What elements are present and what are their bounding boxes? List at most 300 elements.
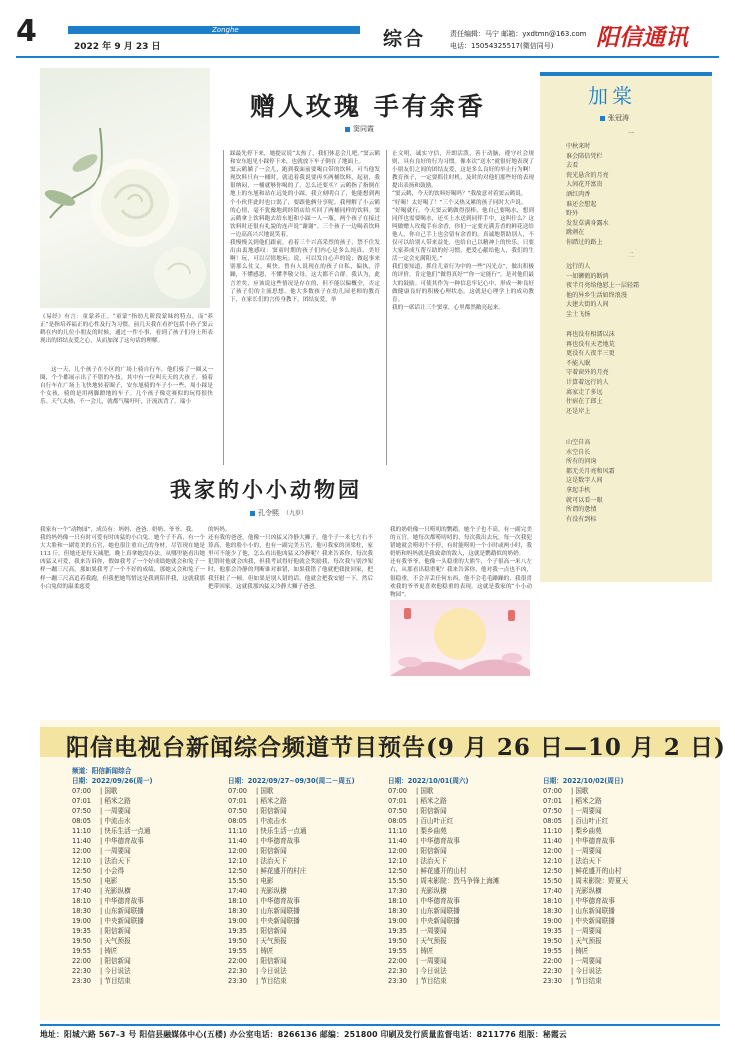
program-name: 国歌 [420,787,434,795]
schedule-date: 日期：2022/10/01(周六) [388,777,469,785]
separator: | [256,977,261,985]
program-time: 11:40 [228,837,248,845]
schedule-row [72,816,222,826]
poem-line: 跳刺在 [566,229,585,237]
program-name: 节目结束 [420,977,447,985]
separator: | [571,957,576,965]
program-time: 23:30 [72,977,92,985]
separator: | [416,897,421,905]
program-time: 18:10 [388,897,408,905]
separator: | [571,937,576,945]
program-name: 中华德育故事 [104,837,144,845]
poem-line: 离家走了多远 [566,388,603,396]
schedule-row [543,956,703,966]
schedule-row [388,816,548,826]
separator: | [100,957,105,965]
separator: | [416,877,421,885]
separator: | [416,927,421,935]
program-name: 光影纵横 [575,887,602,895]
program-name: 一周要闻 [575,807,602,815]
separator: | [100,947,105,955]
issue-date: 2022 年 9 月 23 日 [74,42,161,52]
program-name: 光影纵横 [260,887,287,895]
program-name: 今日说法 [575,967,602,975]
separator: | [571,917,576,925]
poem-line: 你踏过的路上 [566,238,603,246]
separator: | [100,917,105,925]
program-name: 小会得 [104,867,125,875]
separator: | [100,817,105,825]
poem-line: 中秋来时 [566,143,591,150]
editor-line-1: 责任编辑：马宁 邮箱：yxdtmn@163.com [450,30,587,38]
program-name: 节目结束 [104,977,131,985]
program-name: 中央新闻联播 [420,917,460,925]
schedule-row [388,896,548,906]
separator: | [571,797,576,805]
program-time: 07:50 [72,807,92,815]
program-time: 18:30 [388,907,408,915]
poem-line: 酒红肉香 [566,190,591,198]
poem-line: 守着窗外的月亮 [566,369,609,377]
schedule-row [228,786,388,796]
program-time: 19:50 [72,937,92,945]
program-time: 18:10 [543,897,563,905]
program-name: 一周要闻 [104,847,131,855]
poem-line: 住宿在了郎上 [566,398,603,406]
program-time: 22:00 [228,957,248,965]
program-name: 阳信新闻 [104,927,131,935]
program-time: 19:00 [388,917,408,925]
separator: | [256,787,261,795]
separator: | [100,887,105,895]
program-name: 阳信新闻 [420,847,447,855]
program-time: 23:30 [388,977,408,985]
schedule-row [228,936,388,946]
separator: | [100,797,105,805]
schedule-row [228,976,388,986]
schedule-row [228,886,388,896]
separator: | [571,867,576,875]
separator: | [256,807,261,815]
schedule-row [72,976,222,986]
separator: | [100,827,105,835]
program-name: 中流击水 [260,817,287,825]
program-time: 07:00 [543,787,563,795]
separator: | [256,927,261,935]
separator: | [416,787,421,795]
separator: | [571,827,576,835]
article1-col3: 止文明，诚实守信，开朗活泼，善于动脑，遵守社会规则，具有良好的行为习惯。像本次“送水”就很好地表现了小朋友们之间的团结友爱，这是多么良好的举止行为啊！教育孩子，一定要抓住时机，及时的对他们那些好的表现提出表扬和鼓励。 “窦云鹤，今天的饮料好喝吗？”我故意对着窦云鹤说。 “好喝！太好喝了！”三个又热又累的孩子同时大声说。 “好喝就行。今天窦云鹤做得很棒，他自己要喝水，想到同伴也需要喝水，还买上水送到同伴手中，这叫什么？这叫做赠人玫瑰手有余香，你们一定要充满芳香的鲜花送给他人，你自己手上也会留有余香的。真诚地帮助别人，不仅可以给别人带来益处，也给自己以精神上的快乐。只要大家养成互帮互助的好习惯，把爱心献给他人，我们的生活一定会充满阳光。” 我们要知道，抓住儿童行为中的一些“闪光点”，做出积极的评价，肯定他们“做得真好”“你一定能行”，是对他们最大的鼓励。可使其作为一种信息牢记心中，形成一种良好做健康良好的积极心理状态。这就是心理学上的成功教育。 我的一席话让三个窦童，心里都然敞亮起来。 [392,151,534,311]
spacer [543,766,703,776]
program-time: 11:10 [543,827,563,835]
schedule-row [228,906,388,916]
separator: | [571,817,576,825]
separator: | [100,857,105,865]
program-name: 山东新闻联播 [104,907,144,915]
separator: | [416,957,421,965]
program-time: 12:00 [228,847,248,855]
program-name: 光影纵横 [104,887,131,895]
separator: | [571,787,576,795]
separator: | [256,847,261,855]
separator: | [571,927,576,935]
schedule-row [388,916,548,926]
program-time: 19:35 [72,927,92,935]
separator: | [256,967,261,975]
schedule-row [72,786,222,796]
schedule-row [228,876,388,886]
poem-line: 尘土飞扬 [566,310,591,318]
schedule-row [388,906,548,916]
separator: | [256,907,261,915]
program-name: 中华德育故事 [260,897,300,905]
program-name: 阳信新闻 [260,927,287,935]
program-name: 快乐生活一点通 [104,827,151,835]
schedule-row [72,936,222,946]
separator: | [416,937,421,945]
schedule-row [543,806,703,816]
separator: | [100,937,105,945]
header-rule [16,56,719,58]
program-time: 17:40 [228,887,248,895]
program-time: 12:10 [543,857,563,865]
separator: | [256,917,261,925]
separator: | [416,907,421,915]
schedule-row [388,956,548,966]
poem-line: 远行的人 [566,263,591,270]
program-time: 19:50 [228,937,248,945]
separator: | [416,837,421,845]
program-name: 铸匠 [575,947,589,955]
separator: | [416,867,421,875]
program-time: 17:40 [72,887,92,895]
program-time: 07:01 [72,797,92,805]
schedule-row [72,966,222,976]
schedule-row [388,966,548,976]
poem-line: 去看 [566,162,579,170]
program-time: 07:01 [543,797,563,805]
program-name: 光影纵横 [420,887,447,895]
schedule-column-sat [388,766,548,986]
program-time: 18:30 [543,907,563,915]
schedule-row [388,866,548,876]
poem-line: 计算着远行的人 [566,378,609,386]
program-time: 19:35 [543,927,563,935]
separator: | [571,947,576,955]
program-time: 15:50 [72,877,92,885]
separator: | [571,967,576,975]
poem-stanza-1 [566,142,609,248]
schedule-row [543,906,703,916]
separator: | [256,837,261,845]
program-name: 稻米之路 [260,797,287,805]
separator: | [571,887,576,895]
program-name: 中华德育故事 [104,897,144,905]
schedule-row [72,896,222,906]
poem-line: 这是数字人间 [566,477,603,485]
editor-line-2: 电话：15054325517(微信同号) [450,42,554,50]
article1-author: 窦同霞 [353,125,374,133]
poem-line: 不能入眠 [566,359,591,367]
program-time: 07:01 [388,797,408,805]
program-name: 中华德育故事 [575,837,615,845]
schedule-row [228,826,388,836]
col-divider [223,150,224,465]
program-time: 19:35 [228,927,248,935]
schedule-date: 日期：2022/09/26(周一) [72,777,153,785]
program-name: 鲜花盛开的村庄 [260,867,307,875]
separator: | [416,917,421,925]
program-time: 22:00 [388,957,408,965]
separator: | [256,877,261,885]
schedule-row [388,936,548,946]
poem-stanza-2 [566,262,639,320]
program-time: 08:05 [228,817,248,825]
schedule-row [228,966,388,976]
article2-title: 我家的小小动物园 [170,477,362,502]
program-time: 18:10 [72,897,92,905]
program-name: 国歌 [104,787,118,795]
poem-line: 有没有到标 [566,515,597,523]
program-name: 今日说法 [104,967,131,975]
separator: | [416,977,421,985]
program-name: 山东新闻联播 [575,907,615,915]
schedule-column-mon [72,766,222,986]
program-name: 电影 [260,877,274,885]
schedule-row [388,796,548,806]
program-name: 一周要闻 [104,807,131,815]
program-time: 22:30 [543,967,563,975]
program-time: 15:50 [543,877,563,885]
separator: | [416,797,421,805]
program-name: 一周要闻 [420,927,447,935]
separator: | [100,967,105,975]
poem-line: 大建大街的人间 [566,301,609,309]
program-name: 节目结束 [260,977,287,985]
article2-col2: 的妈妈。 还有我的爸爸，他像一只凶猛又冷静大狮子，他个子一米七左右不算高，他的脸小小的，也有一副完美五官，他可我家的顶梁柱，家里可不能少了他，怎么看出他凶猛又冷静呢？我来告诉你，每次我犯错时他就会凶我，但我考试得好他就会奖励我，每次我与别沙架时，他那会冷静的判断谁对谁错，如果我错了他就把我批回家，把我狂批了一顿，但如果是别人错的话，他就会把我安慰一下，然后把带回家。这就我那凶猛又冷静大狮子爸爸。 [208,527,373,590]
article2-col3: 我的奶奶像一只唠叨的鹦鹉。她个子也不高，有一副完美的五官，她每次都唠叨叨的，每次我出去玩，每一次我犯错她就会唠叨个不停，有时能唠叨一个小时或两小时，我奶奶和妈妈就是我致命的敌人，这就是鹦鹉似的奶奶。 还有我爷爷，他像一头稳重的大熊牛，个子很高一米八左右，从那看出稳重呢？我来告诉你，他对我一点也不凶，很稳重，不会弄丢任何东西，他不会毛毛躁躁的，我很喜欢我的爷爷更喜欢他稳重的表现。这就是我家的“小小动物园”。 [390,527,532,598]
poem-line: 就可以看一眼 [566,496,603,504]
program-time: 19:50 [543,937,563,945]
spacer [228,766,388,776]
poem-line: 都无关月亮和风霜 [566,467,615,475]
separator: | [571,807,576,815]
separator: | [571,907,576,915]
program-time: 12:00 [543,847,563,855]
separator: | [416,807,421,815]
program-time: 19:50 [388,937,408,945]
schedule-row [388,926,548,936]
program-time: 15:50 [388,877,408,885]
program-name: 一周要闻 [575,927,602,935]
byline-marker-icon [345,127,350,132]
editor-info [450,28,587,52]
program-time: 19:00 [72,917,92,925]
schedule-row [72,806,222,816]
separator: | [256,887,261,895]
program-time: 19:55 [543,947,563,955]
footer-info: 地址：阳城六路 567–3 号 阳信县融媒体中心(五楼) 办公室电话：8266136 邮编：251800 印刷及发行质量监督电话：8211776 组版：秘霞云 [40,1024,720,1046]
program-name: 阳信新闻 [260,847,287,855]
program-name: 一周要闻 [575,957,602,965]
schedule-row [228,806,388,816]
poem-line: 更没有人夜半三更 [566,350,615,358]
schedule-row [72,876,222,886]
article1-byline [345,124,374,134]
schedule-row [72,886,222,896]
poem-line: 夜半月亮给他慰上一层轻霜 [566,282,640,290]
schedule-row [72,946,222,956]
separator: | [571,977,576,985]
schedule-row [543,976,703,986]
separator: | [416,817,421,825]
program-name: 天气预报 [420,937,447,945]
schedule-row [72,836,222,846]
separator: | [571,857,576,865]
program-name: 中央新闻联播 [104,917,144,925]
byline-marker-icon [250,511,255,516]
program-name: 节目结束 [575,977,602,985]
program-time: 18:30 [72,907,92,915]
program-name: 一周要闻 [575,847,602,855]
article2-grade: （九岁） [283,510,308,517]
schedule-row [72,916,222,926]
program-name: 周末影院：野夏天 [575,877,629,885]
schedule-row [388,976,548,986]
schedule-row [543,896,703,906]
program-name: 中华德育故事 [260,837,300,845]
program-name: 稻米之路 [104,797,131,805]
program-time: 12:10 [388,857,408,865]
program-name: 稻米之路 [575,797,602,805]
schedule-row [543,926,703,936]
poem-line: 谁会陪倍凭栏 [566,152,603,160]
program-name: 天气预报 [104,937,131,945]
separator: | [100,877,105,885]
schedule-date: 日期：2022/10/02(周日) [543,777,624,785]
poem-line: 再也没有天老地荒 [566,340,615,348]
program-time: 22:00 [72,957,92,965]
poem-line: 所有的问询 [566,458,597,466]
separator: | [416,887,421,895]
program-time: 12:10 [228,857,248,865]
program-time: 08:05 [72,817,92,825]
moon-festival-illustration [390,600,530,676]
poem-line: 拿起手机 [566,486,591,494]
program-time: 15:50 [228,877,248,885]
schedule-row [388,886,548,896]
schedule-row [228,946,388,956]
program-time: 19:35 [388,927,408,935]
program-name: 鲜花盛开的山村 [420,867,467,875]
program-name: 快乐生活一点通 [260,827,307,835]
program-name: 阳信新闻 [260,957,287,965]
schedule-row [72,866,222,876]
program-time: 07:50 [388,807,408,815]
program-name: 法治天下 [104,857,131,865]
separator: | [416,827,421,835]
program-time: 12:50 [72,867,92,875]
separator: | [416,947,421,955]
program-name: 天气预报 [575,937,602,945]
program-time: 11:40 [72,837,92,845]
schedule-row [388,836,548,846]
newspaper-logo: 阳信通讯 [596,24,688,51]
schedule-row [543,936,703,946]
schedule-row [543,886,703,896]
program-name: 天气预报 [260,937,287,945]
program-name: 铸匠 [260,947,274,955]
separator: | [100,837,105,845]
program-time: 12:50 [228,867,248,875]
schedule-row [543,966,703,976]
schedule-row [72,856,222,866]
tv-schedule-title: 阳信电视台新闻综合频道节目预告(9 月 26 日—10 月 2 日) [66,734,726,761]
program-name: 梨乡曲苑 [420,827,447,835]
separator: | [100,927,105,935]
poem-line: 水空自长 [566,448,591,456]
schedule-column-weekdays [228,766,388,986]
program-time: 11:40 [543,837,563,845]
article2-author: 孔令熙 [258,509,279,517]
program-time: 07:01 [228,797,248,805]
program-time: 11:10 [72,827,92,835]
schedule-row [543,846,703,856]
program-time: 07:00 [228,787,248,795]
poem-line: 瓷光悬含的月亮 [566,171,609,179]
separator: | [256,797,261,805]
article1-caption: 《易经》有言：童蒙养正。“童蒙”指幼儿阶段蒙昧的特点，而“养正”是指培养福正的心性及行为习惯。前几天我在看护包括小孙子窦云鹤在内的几位小朋友的时候，通过一件小事，看到了孩子们身上所表现出的团结友爱之心，从而加深了这句话的理解。 [40,314,213,345]
program-time: 22:30 [72,967,92,975]
article1-col1: 这一天，几个孩子在小区的广场上骑自行车，他们骑了一圈又一圈，个个都展示出了不错的车技。其中有一位叫天天的大孩子，骑着自行车在广场上飞快地转着圈子，安东旭骑的车子小一些，周小踩是个女孩，骑的是用两脚蹬地的车子。几个孩子像竞赛似的玩得很快乐。天气太热，不一会儿，就都气喘吁吁，汗流浃背了。瑞小 [40,367,213,406]
section-en: Zonghe [212,26,239,34]
program-name: 中华德育故事 [420,837,460,845]
schedule-row [72,956,222,966]
poem-stanza-4 [566,438,615,524]
schedule-row [543,836,703,846]
program-time: 22:30 [228,967,248,975]
poem-byline [600,113,629,123]
program-name: 阳信新闻 [420,807,447,815]
separator: | [100,977,105,985]
program-time: 12:00 [72,847,92,855]
schedule-row [388,846,548,856]
program-name: 稻米之路 [420,797,447,805]
separator: | [416,857,421,865]
program-time: 23:30 [228,977,248,985]
schedule-row [72,796,222,806]
poem-sec2-label: 二 [628,252,635,259]
schedule-row [72,926,222,936]
program-time: 12:00 [388,847,408,855]
separator: | [256,827,261,835]
program-time: 22:00 [543,957,563,965]
separator: | [571,877,576,885]
schedule-row [72,906,222,916]
program-name: 百山叶正红 [420,817,454,825]
schedule-row [388,876,548,886]
article2-col1: 我家有一个“动物园”，成员有：妈妈、爸爸、奶奶、爷爷、我。 我的妈妈像一只有时可爱有时凶猛的小白兔。她个子不高，有一个大大脸和一副宽美的五官，她也很注重自己的身材，尽管现在她是 113 斤，但她还是每天减肥，晚上真拿她没办法。从哪里能看出她凶猛又可爱，我来告诉你，假如我考了一个好成绩她就会和兔子一样一蹦三尺高，那如果我考了一个不好的成绩，那她又会和兔子一样一蹦三尺高追着我跑，但我把她骂惜这是我到陪伴我，这就我那小白兔似的温柔慈爱 [40,527,205,590]
program-name: 阳信新闻 [260,807,287,815]
poem-line: 一如狮鹤的断鸿 [566,272,609,280]
schedule-row [228,916,388,926]
page-number: 4 [16,14,37,49]
poem-sec1-label: 一 [628,130,635,137]
separator: | [256,817,261,825]
program-name: 法治天下 [420,857,447,865]
channel-name: 频道：阳信新闻综合 [72,767,132,775]
program-name: 山东新闻联播 [420,907,460,915]
